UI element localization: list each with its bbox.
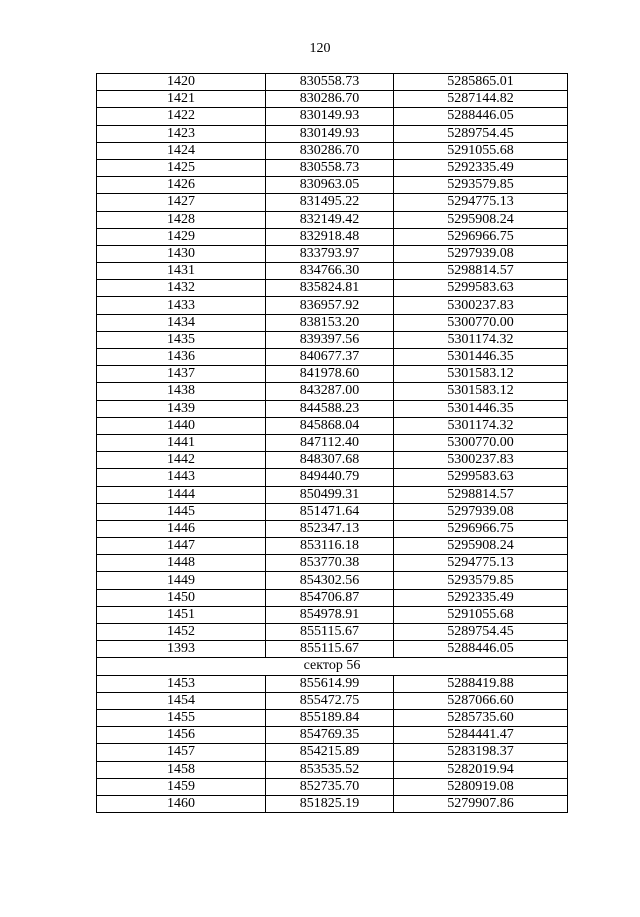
x-coordinate-cell: 834766.30	[266, 263, 394, 280]
point-number-cell: 1427	[97, 194, 266, 211]
y-coordinate-cell: 5300237.83	[394, 452, 568, 469]
x-coordinate-cell: 847112.40	[266, 434, 394, 451]
y-coordinate-cell: 5300237.83	[394, 297, 568, 314]
point-number-cell: 1425	[97, 159, 266, 176]
y-coordinate-cell: 5294775.13	[394, 555, 568, 572]
coordinates-table-body-sector	[97, 675, 568, 813]
point-number-cell: 1446	[97, 520, 266, 537]
table-row	[97, 349, 568, 366]
table-row	[97, 452, 568, 469]
table-row	[97, 383, 568, 400]
y-coordinate-cell: 5301583.12	[394, 383, 568, 400]
x-coordinate-cell: 830963.05	[266, 177, 394, 194]
y-coordinate-cell: 5282019.94	[394, 761, 568, 778]
y-coordinate-cell: 5283198.37	[394, 744, 568, 761]
x-coordinate-cell: 833793.97	[266, 245, 394, 262]
point-number-cell: 1436	[97, 349, 266, 366]
point-number-cell: 1443	[97, 469, 266, 486]
x-coordinate-cell: 830558.73	[266, 74, 394, 91]
table-row	[97, 245, 568, 262]
y-coordinate-cell: 5289754.45	[394, 624, 568, 641]
point-number-cell: 1441	[97, 434, 266, 451]
x-coordinate-cell: 854302.56	[266, 572, 394, 589]
point-number-cell: 1444	[97, 486, 266, 503]
y-coordinate-cell: 5289754.45	[394, 125, 568, 142]
point-number-cell: 1423	[97, 125, 266, 142]
x-coordinate-cell: 838153.20	[266, 314, 394, 331]
point-number-cell: 1428	[97, 211, 266, 228]
point-number-cell: 1456	[97, 727, 266, 744]
point-number-cell: 1422	[97, 108, 266, 125]
point-number-cell: 1432	[97, 280, 266, 297]
y-coordinate-cell: 5298814.57	[394, 263, 568, 280]
table-row	[97, 538, 568, 555]
coordinates-table	[96, 73, 568, 813]
y-coordinate-cell: 5295908.24	[394, 211, 568, 228]
point-number-cell: 1442	[97, 452, 266, 469]
point-number-cell: 1457	[97, 744, 266, 761]
y-coordinate-cell: 5291055.68	[394, 606, 568, 623]
table-row	[97, 194, 568, 211]
y-coordinate-cell: 5288419.88	[394, 675, 568, 692]
x-coordinate-cell: 832918.48	[266, 228, 394, 245]
y-coordinate-cell: 5300770.00	[394, 314, 568, 331]
point-number-cell: 1429	[97, 228, 266, 245]
x-coordinate-cell: 843287.00	[266, 383, 394, 400]
x-coordinate-cell: 851825.19	[266, 795, 394, 812]
y-coordinate-cell: 5285865.01	[394, 74, 568, 91]
table-row	[97, 606, 568, 623]
x-coordinate-cell: 835824.81	[266, 280, 394, 297]
page-number: 120	[309, 41, 331, 56]
x-coordinate-cell: 841978.60	[266, 366, 394, 383]
table-row	[97, 280, 568, 297]
point-number-cell: 1437	[97, 366, 266, 383]
y-coordinate-cell: 5279907.86	[394, 795, 568, 812]
point-number-cell: 1447	[97, 538, 266, 555]
y-coordinate-cell: 5292335.49	[394, 159, 568, 176]
x-coordinate-cell: 830558.73	[266, 159, 394, 176]
point-number-cell: 1449	[97, 572, 266, 589]
x-coordinate-cell: 854706.87	[266, 589, 394, 606]
x-coordinate-cell: 855189.84	[266, 709, 394, 726]
table-row	[97, 503, 568, 520]
table-row	[97, 159, 568, 176]
table-row	[97, 709, 568, 726]
x-coordinate-cell: 855614.99	[266, 675, 394, 692]
table-row	[97, 314, 568, 331]
point-number-cell: 1439	[97, 400, 266, 417]
point-number-cell: 1448	[97, 555, 266, 572]
table-row	[97, 263, 568, 280]
table-row	[97, 520, 568, 537]
y-coordinate-cell: 5301583.12	[394, 366, 568, 383]
x-coordinate-cell: 844588.23	[266, 400, 394, 417]
y-coordinate-cell: 5288446.05	[394, 641, 568, 658]
y-coordinate-cell: 5284441.47	[394, 727, 568, 744]
x-coordinate-cell: 836957.92	[266, 297, 394, 314]
x-coordinate-cell: 852735.70	[266, 778, 394, 795]
x-coordinate-cell: 849440.79	[266, 469, 394, 486]
x-coordinate-cell: 855115.67	[266, 641, 394, 658]
y-coordinate-cell: 5298814.57	[394, 486, 568, 503]
point-number-cell: 1433	[97, 297, 266, 314]
table-row	[97, 366, 568, 383]
x-coordinate-cell: 854769.35	[266, 727, 394, 744]
point-number-cell: 1460	[97, 795, 266, 812]
table-row	[97, 469, 568, 486]
point-number-cell: 1431	[97, 263, 266, 280]
table-row	[97, 142, 568, 159]
table-row	[97, 434, 568, 451]
point-number-cell: 1426	[97, 177, 266, 194]
point-number-cell: 1421	[97, 91, 266, 108]
table-row	[97, 778, 568, 795]
x-coordinate-cell: 855115.67	[266, 624, 394, 641]
point-number-cell: 1393	[97, 641, 266, 658]
table-row	[97, 91, 568, 108]
y-coordinate-cell: 5287144.82	[394, 91, 568, 108]
y-coordinate-cell: 5294775.13	[394, 194, 568, 211]
x-coordinate-cell: 853770.38	[266, 555, 394, 572]
table-row	[97, 744, 568, 761]
y-coordinate-cell: 5296966.75	[394, 228, 568, 245]
y-coordinate-cell: 5297939.08	[394, 503, 568, 520]
table-row	[97, 692, 568, 709]
point-number-cell: 1438	[97, 383, 266, 400]
table-row	[97, 74, 568, 91]
x-coordinate-cell: 832149.42	[266, 211, 394, 228]
table-row	[97, 572, 568, 589]
point-number-cell: 1420	[97, 74, 266, 91]
y-coordinate-cell: 5293579.85	[394, 572, 568, 589]
table-row	[97, 297, 568, 314]
y-coordinate-cell: 5288446.05	[394, 108, 568, 125]
table-row	[97, 400, 568, 417]
table-row	[97, 589, 568, 606]
x-coordinate-cell: 854978.91	[266, 606, 394, 623]
point-number-cell: 1458	[97, 761, 266, 778]
x-coordinate-cell: 848307.68	[266, 452, 394, 469]
table-row	[97, 555, 568, 572]
x-coordinate-cell: 851471.64	[266, 503, 394, 520]
sector-section	[97, 658, 568, 675]
table-row	[97, 795, 568, 812]
table-row	[97, 108, 568, 125]
point-number-cell: 1424	[97, 142, 266, 159]
y-coordinate-cell: 5296966.75	[394, 520, 568, 537]
sector-label: сектор 56	[97, 658, 568, 675]
x-coordinate-cell: 855472.75	[266, 692, 394, 709]
x-coordinate-cell: 830286.70	[266, 91, 394, 108]
table-row	[97, 486, 568, 503]
y-coordinate-cell: 5291055.68	[394, 142, 568, 159]
sector-row	[97, 658, 568, 675]
y-coordinate-cell: 5280919.08	[394, 778, 568, 795]
coordinates-table-body	[97, 74, 568, 658]
x-coordinate-cell: 840677.37	[266, 349, 394, 366]
x-coordinate-cell: 850499.31	[266, 486, 394, 503]
table-row	[97, 228, 568, 245]
table-row	[97, 624, 568, 641]
table-row	[97, 417, 568, 434]
x-coordinate-cell: 831495.22	[266, 194, 394, 211]
y-coordinate-cell: 5293579.85	[394, 177, 568, 194]
x-coordinate-cell: 853116.18	[266, 538, 394, 555]
point-number-cell: 1430	[97, 245, 266, 262]
point-number-cell: 1434	[97, 314, 266, 331]
table-row	[97, 675, 568, 692]
point-number-cell: 1459	[97, 778, 266, 795]
y-coordinate-cell: 5301174.32	[394, 417, 568, 434]
y-coordinate-cell: 5292335.49	[394, 589, 568, 606]
y-coordinate-cell: 5287066.60	[394, 692, 568, 709]
x-coordinate-cell: 845868.04	[266, 417, 394, 434]
table-row	[97, 177, 568, 194]
table-row	[97, 211, 568, 228]
x-coordinate-cell: 830286.70	[266, 142, 394, 159]
point-number-cell: 1445	[97, 503, 266, 520]
x-coordinate-cell: 852347.13	[266, 520, 394, 537]
x-coordinate-cell: 830149.93	[266, 108, 394, 125]
point-number-cell: 1453	[97, 675, 266, 692]
table-row	[97, 641, 568, 658]
y-coordinate-cell: 5301446.35	[394, 349, 568, 366]
point-number-cell: 1450	[97, 589, 266, 606]
x-coordinate-cell: 854215.89	[266, 744, 394, 761]
x-coordinate-cell: 853535.52	[266, 761, 394, 778]
point-number-cell: 1455	[97, 709, 266, 726]
table-row	[97, 761, 568, 778]
y-coordinate-cell: 5295908.24	[394, 538, 568, 555]
point-number-cell: 1452	[97, 624, 266, 641]
table-row	[97, 125, 568, 142]
y-coordinate-cell: 5300770.00	[394, 434, 568, 451]
y-coordinate-cell: 5301446.35	[394, 400, 568, 417]
y-coordinate-cell: 5297939.08	[394, 245, 568, 262]
table-row	[97, 331, 568, 348]
table-row	[97, 727, 568, 744]
y-coordinate-cell: 5299583.63	[394, 280, 568, 297]
point-number-cell: 1454	[97, 692, 266, 709]
point-number-cell: 1451	[97, 606, 266, 623]
y-coordinate-cell: 5285735.60	[394, 709, 568, 726]
x-coordinate-cell: 830149.93	[266, 125, 394, 142]
point-number-cell: 1435	[97, 331, 266, 348]
point-number-cell: 1440	[97, 417, 266, 434]
x-coordinate-cell: 839397.56	[266, 331, 394, 348]
y-coordinate-cell: 5301174.32	[394, 331, 568, 348]
y-coordinate-cell: 5299583.63	[394, 469, 568, 486]
